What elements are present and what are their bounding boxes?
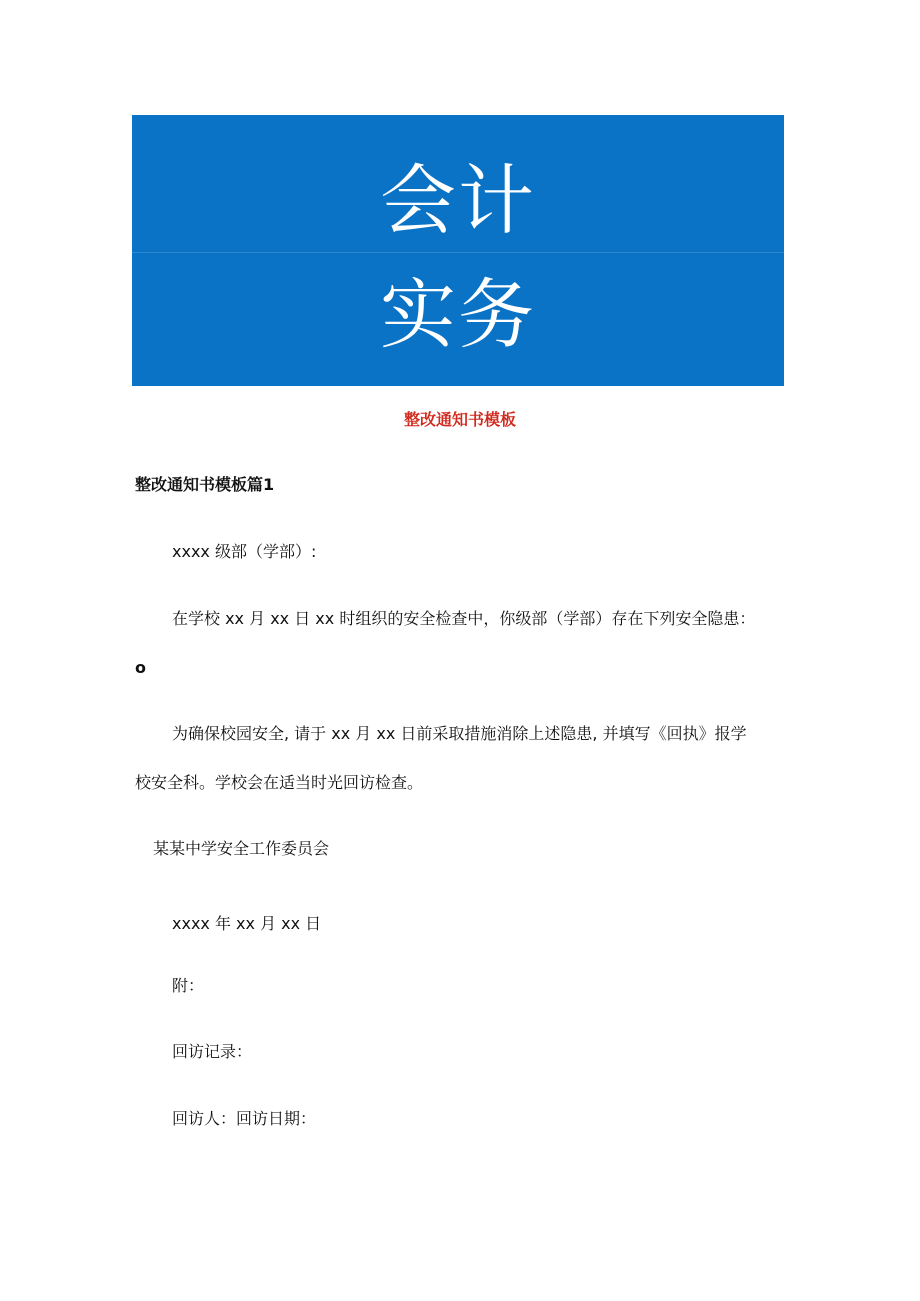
banner-title-line2: 实务 [380, 270, 536, 359]
date-line: xxxx 年 xx 月 xx 日 [172, 914, 322, 933]
paragraph-1-continuation: o [135, 658, 146, 677]
revisit-person-date-label: 回访人：回访日期： [172, 1109, 317, 1128]
document-title: 整改通知书模板 [403, 410, 516, 429]
attachment-label: 附： [172, 976, 205, 995]
banner-title-line1: 会计 [380, 156, 536, 245]
paragraph-2-line-1: 为确保校园安全, 请于 xx 月 xx 日前采取措施消除上述隐患, 并填写《回执》报学 [172, 724, 747, 743]
paragraph-1: 在学校 xx 月 xx 日 xx 时组织的安全检查中，你级部（学部）存在下列安全隐患： [172, 609, 756, 628]
recipient-line: xxxx 级部（学部）: [172, 542, 317, 561]
signature: 某某中学安全工作委员会 [153, 839, 330, 858]
paragraph-2-line-2: 校安全科。学校会在适当时光回访检查。 [135, 773, 424, 792]
banner-divider [132, 252, 784, 253]
section-heading: 整改通知书模板篇1 [135, 475, 275, 494]
revisit-record-label: 回访记录： [172, 1042, 253, 1061]
